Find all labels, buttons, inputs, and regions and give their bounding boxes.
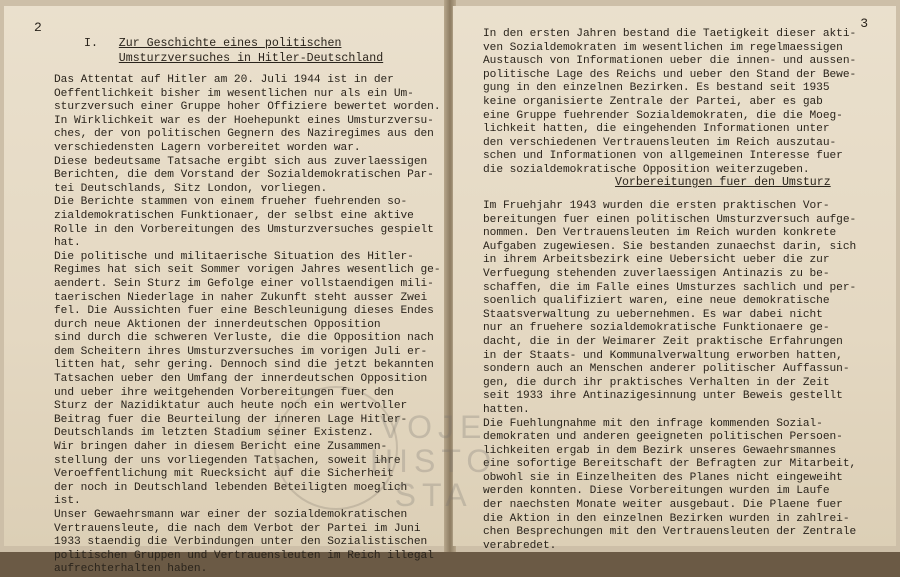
right-lower-line: eine sofortige Bereitschaft der Befragten zur Mitarbeit, xyxy=(483,458,857,471)
heading-number: I. xyxy=(84,37,98,50)
section-title: Vorbereitungen fuer den Umsturz xyxy=(615,176,831,189)
right-upper-line: lichkeit hatten, die eingehenden Informationen unter xyxy=(483,123,830,136)
left-body-line: Sturz der Nazidiktatur auch heute noch ein wertvoller xyxy=(54,400,408,413)
left-body-line: aufrechterhalten haben. xyxy=(54,563,208,576)
left-body-line: aendert. Sein Sturz im Gefolge einer vollstaendigen mili- xyxy=(54,277,434,290)
left-body-line: sturzversuch einer Gruppe hoher Offiziere bewertet worden. xyxy=(54,101,441,114)
watermark-line-1: VOJE xyxy=(379,409,488,445)
left-body-line: Unser Gewaehrsmann war einer der sozialdemokratischen xyxy=(54,509,408,521)
right-lower-line: seit 1933 ihre Antinazigesinnung unter Beweis gestellt xyxy=(483,390,843,403)
left-body-line: ist. xyxy=(54,495,81,508)
left-body-line: der noch in Deutschland lebenden Beteiligten moeglich xyxy=(54,481,408,494)
right-upper-line: Austausch von Informationen ueber die innen- und aussen- xyxy=(483,55,857,68)
right-upper-line: eine Gruppe fuehrender Sozialdemokraten, die die Moeg- xyxy=(483,109,843,122)
left-body-line: Das Attentat auf Hitler am 20. Juli 1944 ist in der xyxy=(54,74,394,86)
left-body-line: Regimes hat sich seit Sommer vorigen Jahres wesentlich ge- xyxy=(54,264,441,277)
right-lower-line: der naechsten Monate weiter ausgebaut. Die Plaene fuer xyxy=(483,499,843,512)
right-lower-line: demokraten und anderen geeigneten politischen Persoen- xyxy=(483,431,843,444)
right-upper-line: ven Sozialdemokraten im wesentlichen im regelmaessigen xyxy=(483,41,843,54)
left-body-line: fel. Die Aussichten fuer eine Beschleunigung dieses Endes xyxy=(54,305,434,318)
left-body-line: zialdemokratischen Funktionaer, der selbst eine aktive xyxy=(54,209,414,222)
right-lower-text xyxy=(483,200,856,553)
right-upper-line: gung in den einzelnen Bezirken. Es bestand seit 1935 xyxy=(483,82,830,95)
left-body-line: Tatsachen ueber den Umfang der innerdeutschen Opposition xyxy=(54,373,428,386)
right-lower-line: Im Fruehjahr 1943 wurden die ersten praktischen Vor- xyxy=(483,200,830,212)
left-body-line: Die Berichte stammen von einem frueher fuehrenden so- xyxy=(54,196,408,209)
right-lower-line: chen Besprechungen mit den Vertrauensleuten der Zentrale xyxy=(483,526,857,539)
left-body-line: und ueber ihre weitgehenden Vorbereitungen fuer den xyxy=(54,386,394,399)
left-body-line: Deutschlands im letzten Stadium seiner Existenz. xyxy=(54,427,374,440)
right-lower-line: dacht, die in der Weimarer Zeit praktische Erfahrungen xyxy=(483,335,843,348)
right-lower-line: die Aktion in den einzelnen Bezirken wurden in zahlrei- xyxy=(483,512,850,525)
right-lower-line: sondern auch an Menschen anderer politischer Auffassun- xyxy=(483,363,850,376)
left-body-line: Wir bringen daher in diesem Bericht eine Zusammen- xyxy=(54,441,388,454)
left-body-line: Veroeffentlichung mit Ruecksicht auf die Sicherheit xyxy=(54,468,394,481)
left-body-line: verschiedensten Lagern vorbereitet worden war. xyxy=(54,141,361,154)
right-upper-text xyxy=(483,28,856,178)
left-body-line: hat. xyxy=(54,237,81,250)
left-body-line: Beitrag fuer die Beurteilung der inneren Lage Hitler- xyxy=(54,413,408,426)
right-upper-line: die sozialdemokratische Opposition weiterzugeben. xyxy=(483,163,810,176)
left-body-line: stellung der uns vorliegenden Tatsachen, soweit ihre xyxy=(54,454,401,467)
left-body-line: 1933 staendig die Verbindungen unter den Sozialistischen xyxy=(54,536,428,549)
right-lower-line: Die Fuehlungnahme mit den infrage kommenden Sozial- xyxy=(483,417,823,430)
right-lower-line: lichkeiten ergab in dem Bezirk unseres Gewaehrsmannes xyxy=(483,444,837,457)
left-body-line: In Wirklichkeit war es der Hoehepunkt eines Umsturzversu- xyxy=(54,114,434,127)
left-body-line: Vertrauensleute, die nach dem Verbot der Partei im Juni xyxy=(54,522,421,535)
left-body-line: dem Scheitern ihres Umsturzversuches im vorigen Juli er- xyxy=(54,345,428,358)
left-body-line: Rolle in den Vorbereitungen des Umsturzversuches gespielt xyxy=(54,223,434,236)
right-lower-line: Verfuegung stehenden zuverlaessigen Antinazis zu be- xyxy=(483,267,830,280)
right-lower-line: werden konnten. Diese Vorbereitungen wurden im Laufe xyxy=(483,485,830,498)
right-lower-line: schaffen, die im Falle eines Umsturzes sachlich und per- xyxy=(483,281,857,294)
right-lower-line: Staatsverwaltung zu uebernehmen. Es war dabei nicht xyxy=(483,308,823,321)
watermark-line-2: HISTO xyxy=(370,443,498,479)
right-lower-line: nommen. Den Vertrauensleuten im Reich wurden konkrete xyxy=(483,227,837,240)
right-lower-line: soenlich qualifiziert waren, eine neue demokratische xyxy=(483,295,830,308)
left-body-line: sind durch die schweren Verluste, die die Opposition nach xyxy=(54,332,434,345)
left-body-line: tei Deutschlands, Sitz London, vorliegen. xyxy=(54,182,328,195)
right-upper-line: In den ersten Jahren bestand die Taetigkeit dieser akti- xyxy=(483,28,857,40)
right-lower-line: gen, die durch ihr praktisches Verhalten in der Zeit xyxy=(483,376,830,389)
right-lower-line: bereitungen fuer einen politischen Umsturzversuch aufge- xyxy=(483,213,857,226)
right-lower-line: verabredet. xyxy=(483,539,557,552)
left-body-line: ches, der von politischen Gegnern des Naziregimes aus den xyxy=(54,128,434,141)
archive-watermark xyxy=(370,410,497,512)
right-upper-line: keine organisierte Zentrale der Partei, aber es gab xyxy=(483,95,823,108)
left-body-line: Oeffentlichkeit bisher im wesentlichen nur als ein Um- xyxy=(54,87,414,100)
left-body-line: Die politische und militaerische Situation des Hitler- xyxy=(54,250,414,263)
right-lower-line: in ihrem Arbeitsbezirk eine Uebersicht ueber die zur xyxy=(483,254,830,267)
right-upper-line: schen und Informationen von allgemeinen Interesse fuer xyxy=(483,150,843,163)
right-upper-line: den verschiedenen Vertrauensleuten im Reich auszutau- xyxy=(483,136,837,149)
right-lower-line: hatten. xyxy=(483,403,530,416)
right-lower-line: obwohl sie in Einzelheiten des Planes nicht eingeweiht xyxy=(483,471,843,484)
left-body-line: Diese bedeutsame Tatsache ergibt sich aus zuverlaessigen xyxy=(54,155,428,168)
right-page xyxy=(452,6,896,552)
left-body-line: litten hat, sehr gering. Dennoch sind die jetzt bekannten xyxy=(54,359,434,372)
left-body-line: taerischen Niederlage in naher Zukunft steht ausser Zwei xyxy=(54,291,428,304)
right-lower-line: in der Staats- und Kommunalverwaltung erworben hatten, xyxy=(483,349,843,362)
left-body-line: politischen Gruppen und Vertrauensleuten im Reich illegal xyxy=(54,549,434,562)
watermark-line-3: STA xyxy=(394,477,473,513)
page-number-left: 2 xyxy=(34,20,42,35)
right-upper-line: politische Lage des Reichs und ueber den Stand der Bewe- xyxy=(483,68,857,81)
heading-line-1: Zur Geschichte eines politischen xyxy=(118,37,342,50)
page-number-right: 3 xyxy=(860,16,868,31)
heading-line-2: Umsturzversuches in Hitler-Deutschland xyxy=(118,52,384,65)
left-body-line: Berichten, die dem Vorstand der Sozialdemokratischen Par- xyxy=(54,169,434,182)
chapter-heading xyxy=(84,36,383,66)
left-body-line: durch neue Aktionen der innerdeutschen Opposition xyxy=(54,318,381,331)
right-lower-line: Aufgaben zugewiesen. Sie bestanden zunaechst darin, sich xyxy=(483,240,857,253)
right-lower-line: nur an fruehere sozialdemokratische Funktionaere ge- xyxy=(483,322,830,335)
